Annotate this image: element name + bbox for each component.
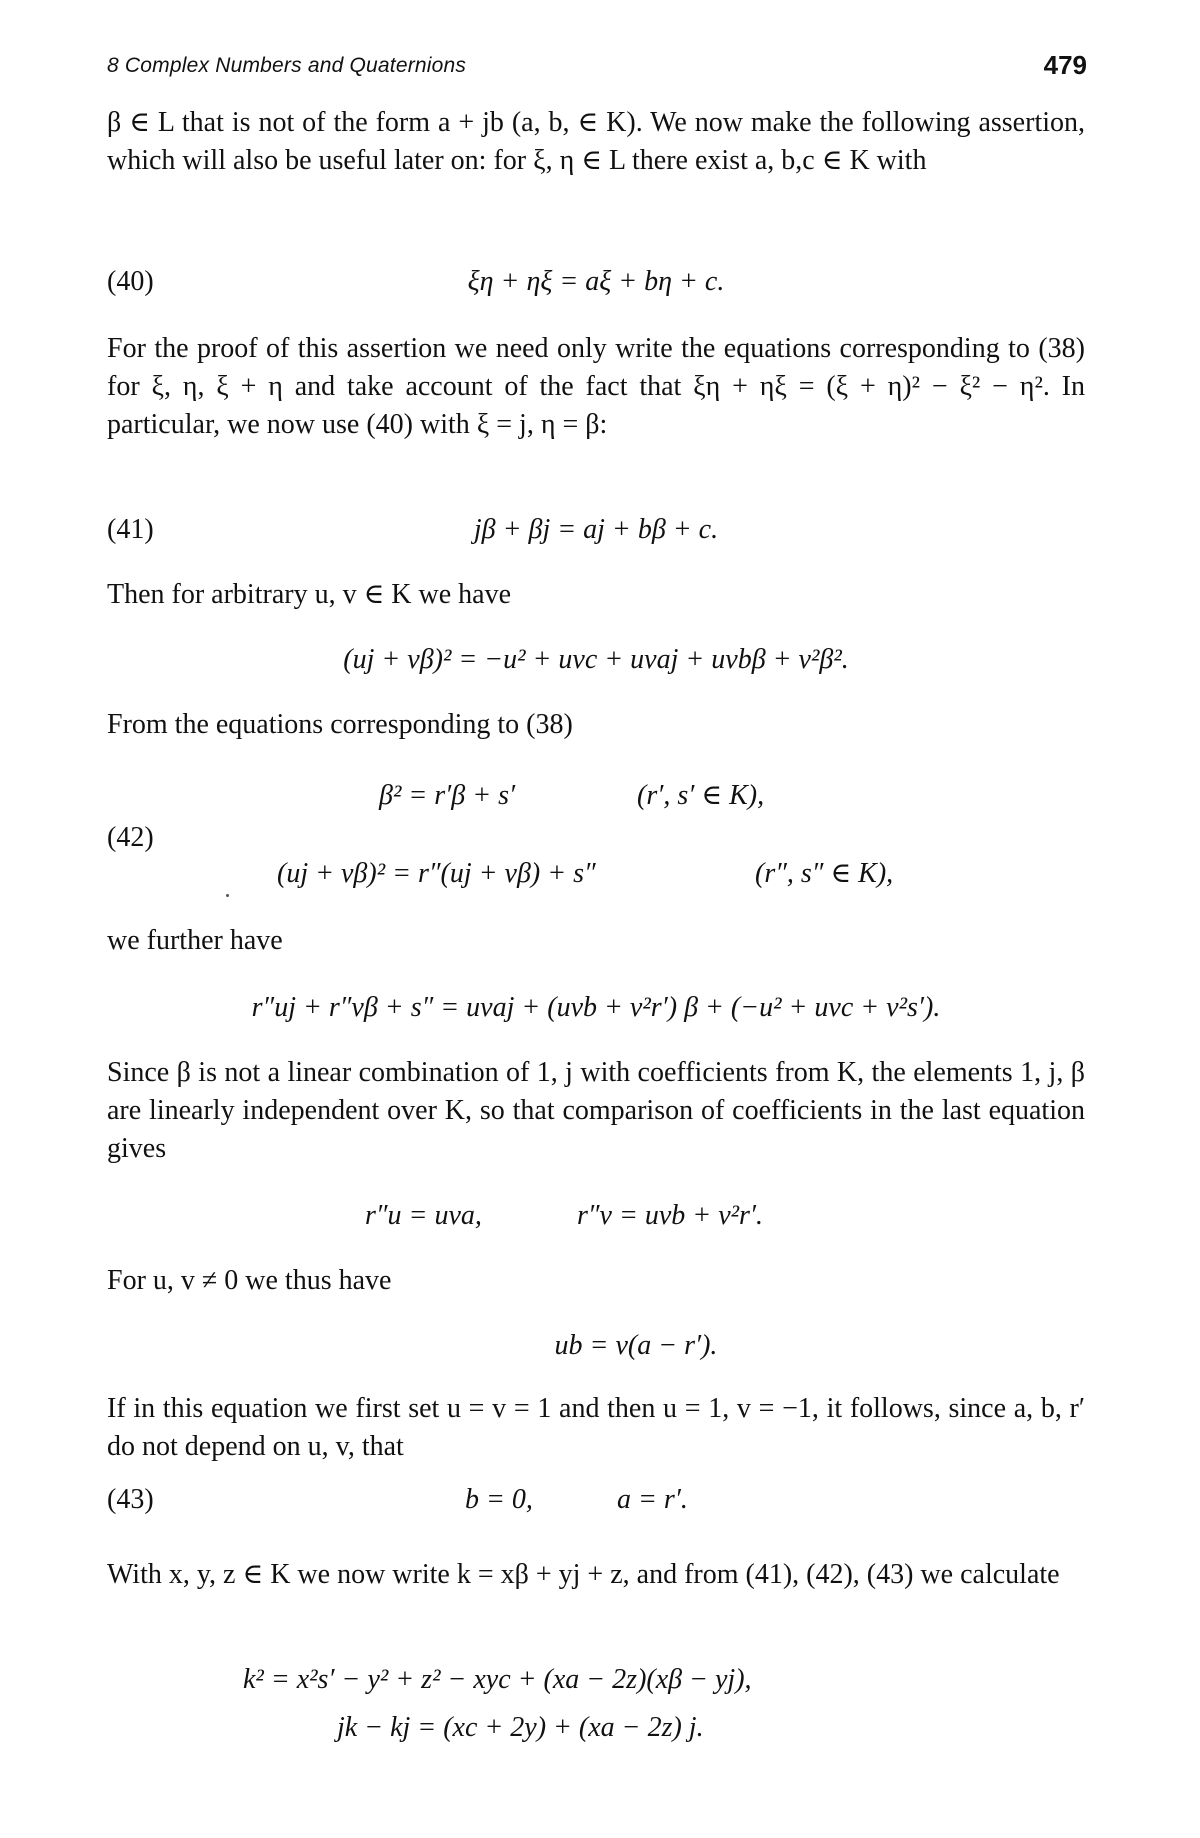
equation-body: β² = r′β + s′ bbox=[379, 780, 516, 811]
equation-body: ξη + ηξ = aξ + bη + c. bbox=[467, 266, 725, 297]
page-number: 479 bbox=[1043, 50, 1087, 80]
equation-body: ub = v(a − r′). bbox=[554, 1330, 718, 1361]
equation-final-line-1 bbox=[107, 1660, 1085, 1700]
paragraph-5: we further have bbox=[107, 925, 283, 956]
equation-41 bbox=[107, 510, 1085, 550]
equation-number: (41) bbox=[107, 514, 154, 545]
equation-body: jβ + βj = aj + bβ + c. bbox=[473, 514, 719, 545]
equation-body: r″uj + r″vβ + s″ = uvaj + (uvb + v²r′) β + (−u² + uvc + v²s′). bbox=[251, 992, 941, 1023]
equation-final-line-2 bbox=[107, 1708, 1085, 1748]
equation-body: (uj + vβ)² = r″(uj + vβ) + s″ bbox=[277, 858, 596, 889]
print-speck bbox=[226, 894, 229, 897]
paragraph-3: Then for arbitrary u, v ∈ K we have bbox=[107, 579, 512, 610]
equation-42-line-2 bbox=[107, 854, 1085, 894]
equation-body: k² = x²s′ − y² + z² − xyc + (xa − 2z)(xβ − yj), bbox=[243, 1664, 752, 1695]
paragraph-7: For u, v ≠ 0 we thus have bbox=[107, 1265, 392, 1296]
equation-right: r″v = uvb + v²r′. bbox=[577, 1200, 764, 1231]
equation-number: (40) bbox=[107, 266, 154, 297]
equation-condition: (r′, s′ ∈ K), bbox=[637, 780, 765, 811]
equation-left: b = 0, bbox=[465, 1484, 533, 1515]
equation-body: (uj + vβ)² = −u² + uvc + uvaj + uvbβ + v²β². bbox=[343, 644, 849, 675]
equation-left: r″u = uva, bbox=[365, 1200, 482, 1231]
paragraph-8: If in this equation we first set u = v = 1 and then u = 1, v = −1, it follows, since a, b, r′ do not depend on u, v, that bbox=[107, 1393, 1085, 1462]
equation-right: a = r′. bbox=[617, 1484, 688, 1515]
equation-condition: (r″, s″ ∈ K), bbox=[755, 858, 894, 889]
equation-square bbox=[107, 640, 1085, 680]
paragraph-1: β ∈ L that is not of the form a + jb (a, b, ∈ K). We now make the following assertion, which will also be useful later on: for ξ, η ∈ L there exist a, b,c ∈ K with bbox=[107, 107, 1085, 176]
paragraph-2: For the proof of this assertion we need only write the equations corresponding to (38) for ξ, η, ξ + η and take account of the fact that ξη + ηξ = (ξ + η)² − ξ² − η². In particular, we now use (40) with ξ = j, η = β: bbox=[107, 333, 1085, 440]
equation-further bbox=[107, 988, 1085, 1028]
equation-body: jk − kj = (xc + 2y) + (xa − 2z) j. bbox=[337, 1712, 704, 1743]
equation-ub bbox=[107, 1326, 1085, 1366]
equation-42-line-1 bbox=[107, 776, 1085, 816]
paragraph-4: From the equations corresponding to (38) bbox=[107, 709, 573, 740]
equation-43 bbox=[107, 1480, 1085, 1520]
equation-40 bbox=[107, 262, 1085, 302]
paragraph-6: Since β is not a linear combination of 1, j with coefficients from K, the elements 1, j, β are linearly independent over K, so that comparison of coefficients in the last equation gives bbox=[107, 1057, 1085, 1164]
running-title: 8 Complex Numbers and Quaternions bbox=[107, 54, 467, 77]
equation-number: (43) bbox=[107, 1484, 154, 1515]
paragraph-9: With x, y, z ∈ K we now write k = xβ + yj + z, and from (41), (42), (43) we calculate bbox=[107, 1559, 1060, 1590]
equation-42-number: (42) bbox=[107, 822, 154, 853]
equation-coefficients bbox=[107, 1196, 1085, 1236]
running-head bbox=[107, 50, 1087, 84]
